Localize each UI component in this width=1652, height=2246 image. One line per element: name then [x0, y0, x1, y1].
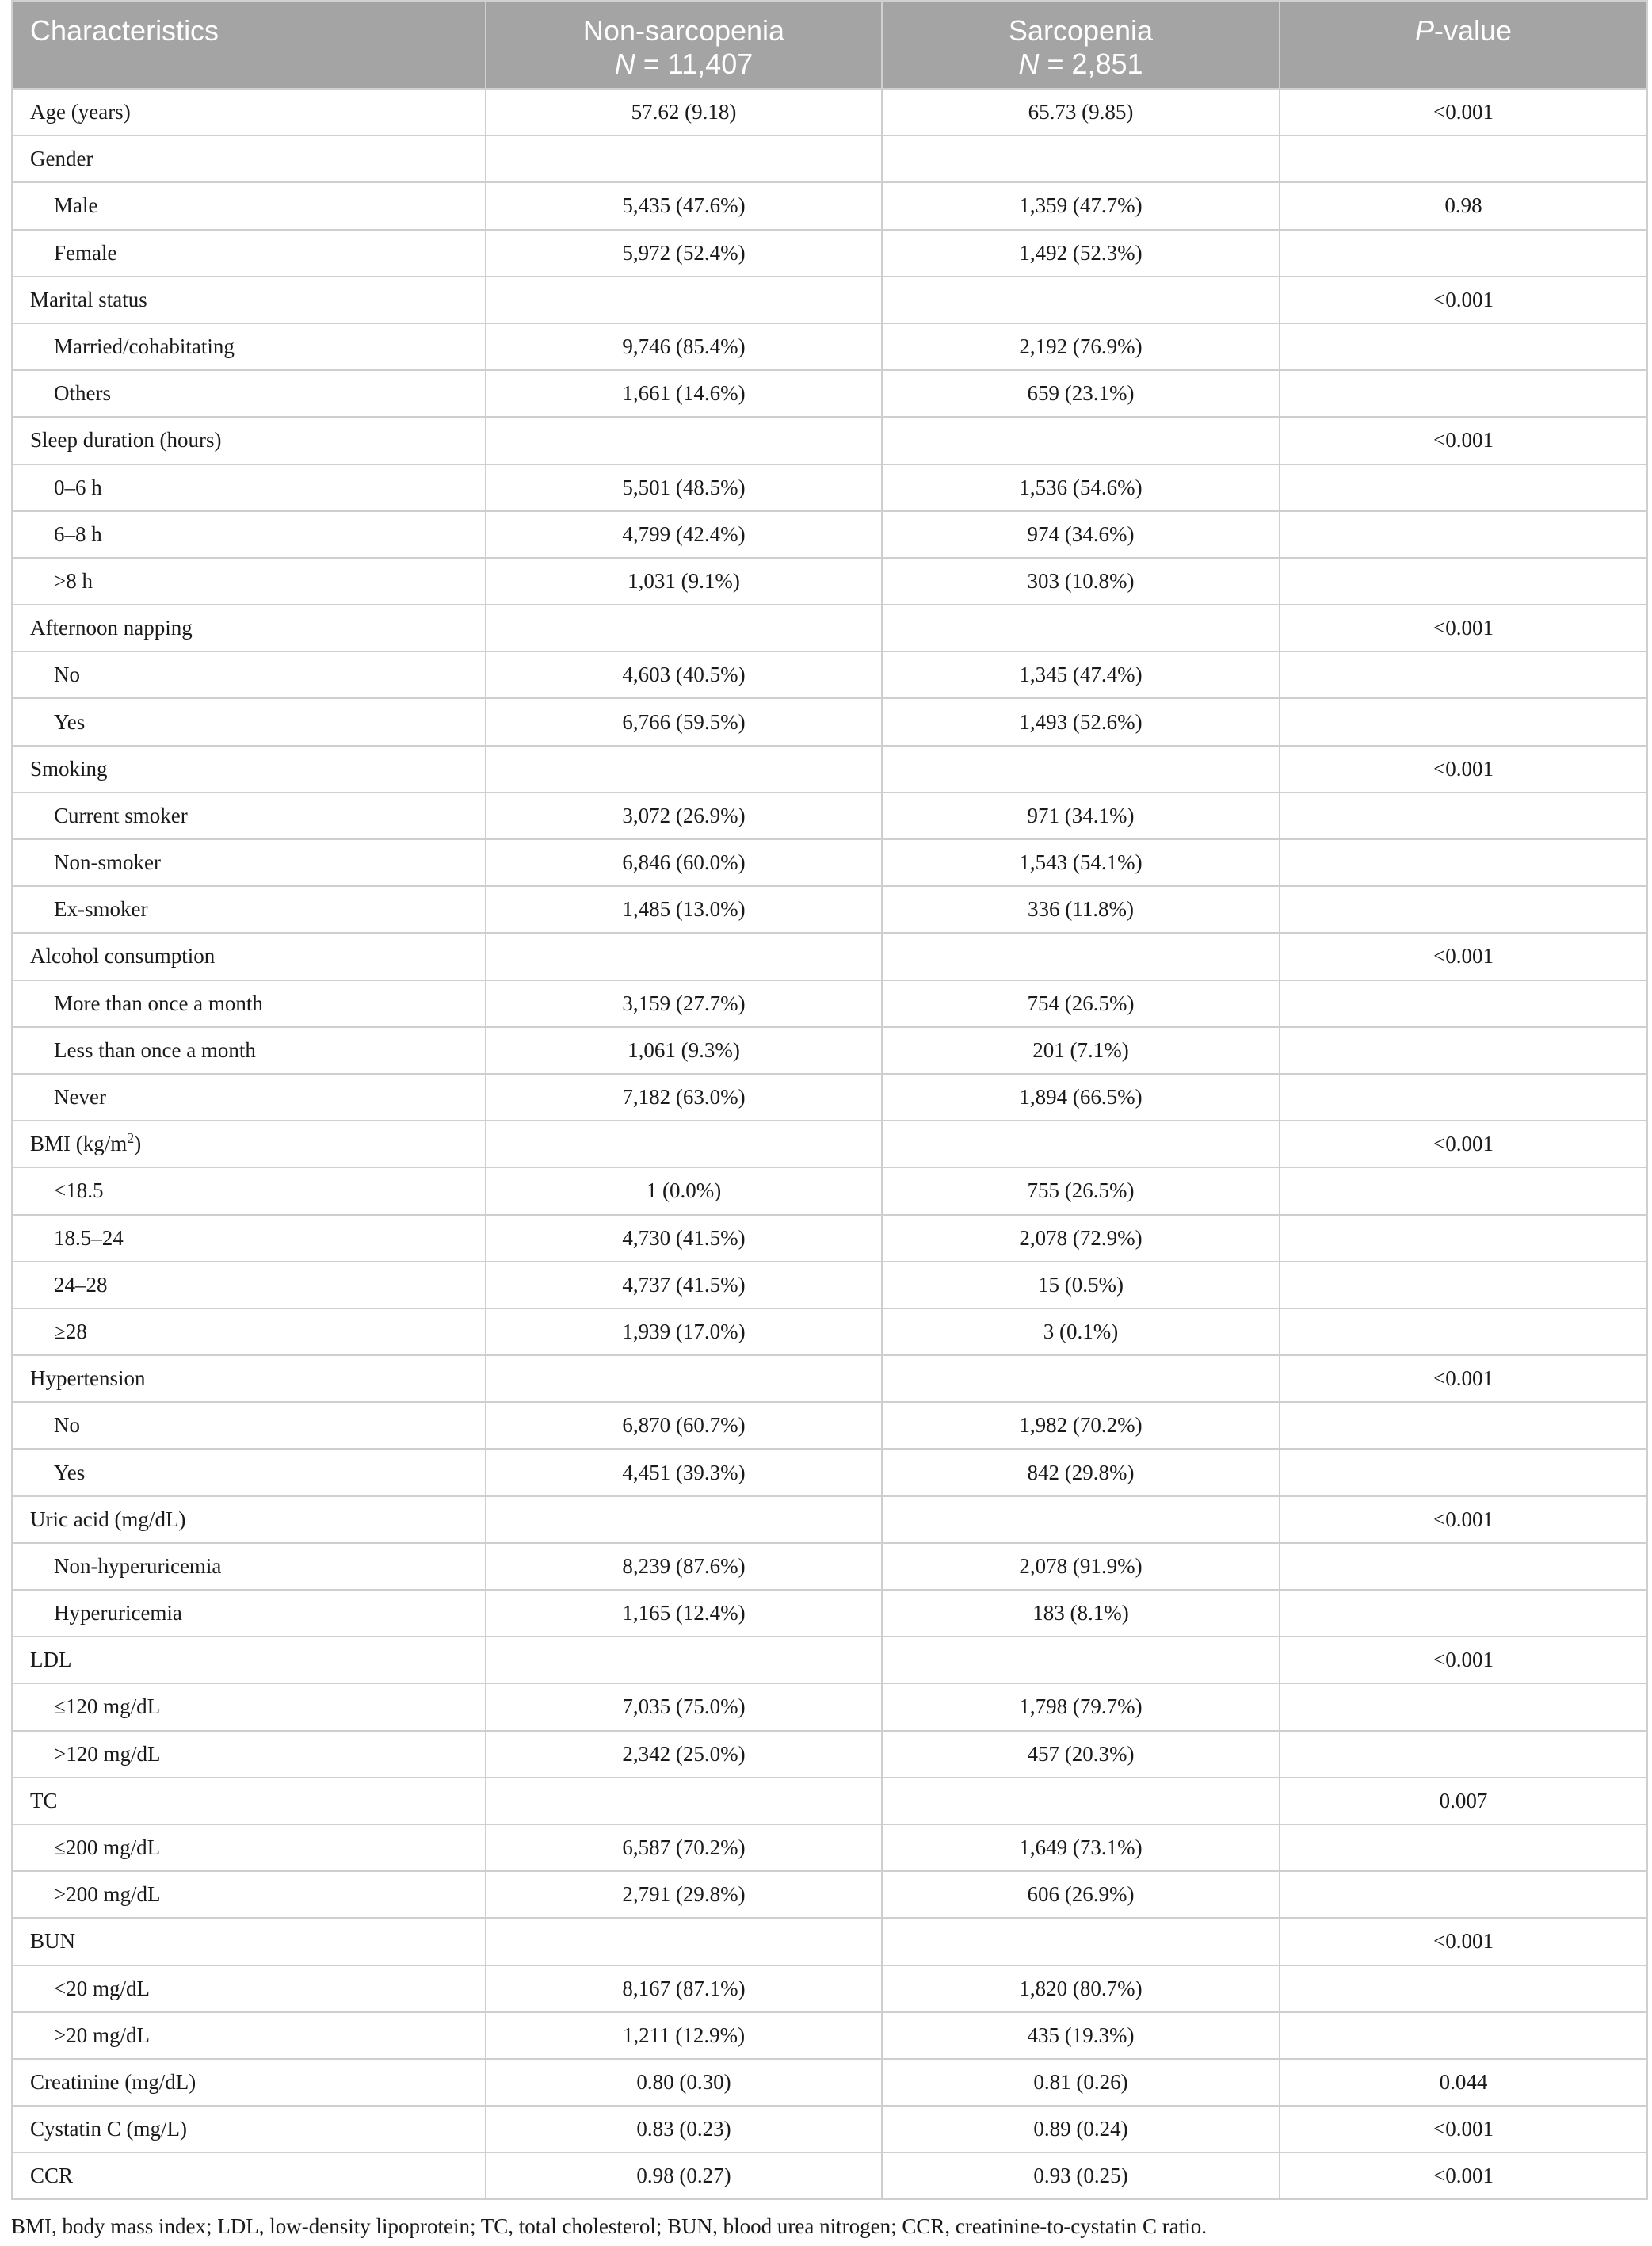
row-label-text: Hypertension — [30, 1366, 146, 1391]
non-sarcopenia-value — [486, 277, 882, 323]
row-label-text: Married/cohabitating — [54, 334, 235, 359]
row-label — [12, 1449, 486, 1495]
row-label — [12, 1027, 486, 1074]
row-label — [12, 1683, 486, 1730]
row-label-text: BMI (kg/m — [30, 1132, 128, 1156]
row-label-text: 0‒6 h — [54, 475, 102, 499]
p-value — [1280, 839, 1647, 886]
p-value — [1280, 698, 1647, 745]
row-label — [12, 1543, 486, 1590]
row-label-text: Age (years) — [30, 100, 131, 124]
row-label — [12, 2059, 486, 2106]
table-row — [12, 1731, 1647, 1778]
non-sarcopenia-value: 6,870 (60.7%) — [486, 1402, 882, 1449]
p-value: <0.001 — [1280, 1355, 1647, 1402]
row-label-text: >120 mg/dL — [54, 1741, 161, 1766]
sarcopenia-value: 1,493 (52.6%) — [882, 698, 1280, 745]
row-label — [12, 277, 486, 323]
non-sarcopenia-value: 5,435 (47.6%) — [486, 182, 882, 229]
row-label-text: Ex-smoker — [54, 897, 148, 922]
p-value: <0.001 — [1280, 417, 1647, 464]
non-sarcopenia-value: 8,239 (87.6%) — [486, 1543, 882, 1590]
non-sarcopenia-value: 1,485 (13.0%) — [486, 886, 882, 933]
sarcopenia-value: 0.81 (0.26) — [882, 2059, 1280, 2106]
row-label-text: Less than once a month — [54, 1037, 256, 1062]
table-row — [12, 839, 1647, 886]
row-label-text: Cystatin C (mg/L) — [30, 2117, 187, 2141]
table-row — [12, 1215, 1647, 1262]
sarcopenia-value: 336 (11.8%) — [882, 886, 1280, 933]
table-row — [12, 1402, 1647, 1449]
table-row — [12, 1590, 1647, 1637]
row-label — [12, 980, 486, 1027]
row-label — [12, 558, 486, 605]
p-value — [1280, 1965, 1647, 2012]
row-label — [12, 1308, 486, 1355]
sarcopenia-value: 457 (20.3%) — [882, 1731, 1280, 1778]
row-label-text: >8 h — [54, 568, 93, 593]
sarcopenia-value — [882, 1355, 1280, 1402]
table-row — [12, 1121, 1647, 1167]
row-label — [12, 323, 486, 370]
non-sarcopenia-value: 1,939 (17.0%) — [486, 1308, 882, 1355]
row-label-text: 6‒8 h — [54, 521, 102, 546]
row-label-text: 24‒28 — [54, 1272, 108, 1297]
non-sarcopenia-value: 0.80 (0.30) — [486, 2059, 882, 2106]
header-non-sarcopenia-n-value: = 11,407 — [635, 48, 754, 80]
row-label — [12, 1778, 486, 1824]
row-label — [12, 230, 486, 277]
table-row — [12, 746, 1647, 793]
non-sarcopenia-value: 0.98 (0.27) — [486, 2152, 882, 2199]
characteristics-table-container — [11, 0, 1646, 2200]
non-sarcopenia-value — [486, 1121, 882, 1167]
non-sarcopenia-value: 4,603 (40.5%) — [486, 651, 882, 698]
table-row — [12, 136, 1647, 182]
row-label-text: >20 mg/dL — [54, 2023, 150, 2047]
table-body — [12, 89, 1647, 2199]
sarcopenia-value: 2,078 (72.9%) — [882, 1215, 1280, 1262]
table-row — [12, 2059, 1647, 2106]
row-label-text: Female — [54, 240, 117, 265]
table-row — [12, 1449, 1647, 1495]
sarcopenia-value: 0.89 (0.24) — [882, 2106, 1280, 2152]
row-label — [12, 933, 486, 980]
non-sarcopenia-value: 6,846 (60.0%) — [486, 839, 882, 886]
non-sarcopenia-value: 8,167 (87.1%) — [486, 1965, 882, 2012]
sarcopenia-value — [882, 417, 1280, 464]
non-sarcopenia-value: 4,451 (39.3%) — [486, 1449, 882, 1495]
sarcopenia-value: 1,798 (79.7%) — [882, 1683, 1280, 1730]
non-sarcopenia-value: 5,972 (52.4%) — [486, 230, 882, 277]
table-row — [12, 886, 1647, 933]
row-label-text: <18.5 — [54, 1178, 104, 1203]
non-sarcopenia-value: 1 (0.0%) — [486, 1167, 882, 1214]
p-value: 0.007 — [1280, 1778, 1647, 1824]
non-sarcopenia-value: 7,182 (63.0%) — [486, 1074, 882, 1121]
non-sarcopenia-value: 2,791 (29.8%) — [486, 1871, 882, 1918]
row-label — [12, 793, 486, 839]
row-label-text: ≤120 mg/dL — [54, 1694, 161, 1719]
row-label-text: >200 mg/dL — [54, 1882, 161, 1907]
sarcopenia-value: 971 (34.1%) — [882, 793, 1280, 839]
row-label — [12, 1355, 486, 1402]
table-footnote: BMI, body mass index; LDL, low-density lipoprotein; TC, total cholesterol; BUN, blood urea nitrogen; CCR, creatinine-to-cystatin C ratio. — [11, 2214, 1208, 2238]
sarcopenia-value: 659 (23.1%) — [882, 370, 1280, 417]
p-value — [1280, 1074, 1647, 1121]
row-label — [12, 698, 486, 745]
row-label-text: Yes — [54, 1460, 86, 1484]
non-sarcopenia-value: 6,587 (70.2%) — [486, 1824, 882, 1871]
p-value — [1280, 980, 1647, 1027]
p-value — [1280, 2012, 1647, 2059]
row-label-text: Non-hyperuricemia — [54, 1553, 222, 1578]
row-label-text: Marital status — [30, 287, 147, 311]
table-row — [12, 2012, 1647, 2059]
non-sarcopenia-value: 0.83 (0.23) — [486, 2106, 882, 2152]
table-row — [12, 511, 1647, 558]
row-label-text: Hyperuricemia — [54, 1601, 182, 1625]
row-label-text: No — [54, 1413, 80, 1438]
table-row — [12, 1965, 1647, 2012]
row-label-text: CCR — [30, 2164, 74, 2188]
sarcopenia-value: 0.93 (0.25) — [882, 2152, 1280, 2199]
row-label — [12, 89, 486, 136]
sarcopenia-value: 201 (7.1%) — [882, 1027, 1280, 1074]
table-row — [12, 1683, 1647, 1730]
row-label — [12, 1262, 486, 1308]
row-label — [12, 1824, 486, 1871]
row-label — [12, 886, 486, 933]
table-row — [12, 1027, 1647, 1074]
sarcopenia-value: 65.73 (9.85) — [882, 89, 1280, 136]
p-value: <0.001 — [1280, 1918, 1647, 1965]
header-sarcopenia — [882, 1, 1280, 89]
sarcopenia-value: 1,359 (47.7%) — [882, 182, 1280, 229]
header-p-value — [1280, 1, 1647, 89]
p-value: <0.001 — [1280, 2152, 1647, 2199]
non-sarcopenia-value: 3,159 (27.7%) — [486, 980, 882, 1027]
p-value — [1280, 1871, 1647, 1918]
header-sarcopenia-n-value: = 2,851 — [1039, 48, 1143, 80]
row-label — [12, 1215, 486, 1262]
row-label — [12, 1590, 486, 1637]
non-sarcopenia-value — [486, 746, 882, 793]
table-row — [12, 1262, 1647, 1308]
table-row — [12, 89, 1647, 136]
header-sarcopenia-label: Sarcopenia — [1008, 14, 1154, 47]
sarcopenia-value — [882, 1918, 1280, 1965]
p-value — [1280, 464, 1647, 511]
header-non-sarcopenia-label: Non-sarcopenia — [582, 14, 785, 47]
sarcopenia-value — [882, 136, 1280, 182]
p-value — [1280, 323, 1647, 370]
non-sarcopenia-value: 9,746 (85.4%) — [486, 323, 882, 370]
row-label — [12, 1965, 486, 2012]
non-sarcopenia-value: 7,035 (75.0%) — [486, 1683, 882, 1730]
row-label-text: No — [54, 663, 80, 687]
row-label — [12, 1871, 486, 1918]
sarcopenia-value: 15 (0.5%) — [882, 1262, 1280, 1308]
non-sarcopenia-value: 3,072 (26.9%) — [486, 793, 882, 839]
table-row — [12, 1543, 1647, 1590]
p-value — [1280, 1308, 1647, 1355]
table-row — [12, 605, 1647, 651]
row-label — [12, 1637, 486, 1683]
table-header-row — [12, 1, 1647, 89]
table-row — [12, 651, 1647, 698]
header-p-rest: -value — [1433, 14, 1513, 47]
non-sarcopenia-value — [486, 933, 882, 980]
table-row — [12, 1918, 1647, 1965]
non-sarcopenia-value: 4,730 (41.5%) — [486, 1215, 882, 1262]
row-label — [12, 1121, 486, 1167]
table-row — [12, 1637, 1647, 1683]
p-value — [1280, 1262, 1647, 1308]
non-sarcopenia-value: 1,165 (12.4%) — [486, 1590, 882, 1637]
table-row — [12, 1871, 1647, 1918]
row-label — [12, 182, 486, 229]
row-label-text: Never — [54, 1085, 106, 1110]
p-value: <0.001 — [1280, 1121, 1647, 1167]
row-label-text: BUN — [30, 1929, 76, 1954]
table-row — [12, 793, 1647, 839]
row-label — [12, 1496, 486, 1543]
row-label — [12, 1402, 486, 1449]
p-value — [1280, 558, 1647, 605]
non-sarcopenia-value — [486, 1778, 882, 1824]
row-label-text: 18.5‒24 — [54, 1225, 124, 1250]
row-label-text: Non-smoker — [54, 850, 161, 875]
header-characteristics: Characteristics — [12, 1, 486, 89]
sarcopenia-value: 1,543 (54.1%) — [882, 839, 1280, 886]
p-value — [1280, 1824, 1647, 1871]
p-value — [1280, 1167, 1647, 1214]
sarcopenia-value: 1,820 (80.7%) — [882, 1965, 1280, 2012]
row-label — [12, 511, 486, 558]
table-row — [12, 558, 1647, 605]
sarcopenia-value: 2,078 (91.9%) — [882, 1543, 1280, 1590]
row-label-text: Gender — [30, 147, 93, 171]
p-value — [1280, 1590, 1647, 1637]
row-label-text: TC — [30, 1788, 58, 1812]
p-value — [1280, 1683, 1647, 1730]
p-value: <0.001 — [1280, 277, 1647, 323]
row-label — [12, 605, 486, 651]
p-value — [1280, 230, 1647, 277]
p-value — [1280, 511, 1647, 558]
table-row — [12, 980, 1647, 1027]
p-value — [1280, 1402, 1647, 1449]
non-sarcopenia-value — [486, 1496, 882, 1543]
sarcopenia-value: 974 (34.6%) — [882, 511, 1280, 558]
table-row — [12, 417, 1647, 464]
sarcopenia-value — [882, 1121, 1280, 1167]
row-label-text: Alcohol consumption — [30, 944, 216, 968]
row-label — [12, 1731, 486, 1778]
non-sarcopenia-value: 2,342 (25.0%) — [486, 1731, 882, 1778]
p-value: 0.98 — [1280, 182, 1647, 229]
row-label-text: Smoking — [30, 756, 108, 781]
sarcopenia-value: 1,492 (52.3%) — [882, 230, 1280, 277]
row-label — [12, 136, 486, 182]
row-label — [12, 839, 486, 886]
p-value — [1280, 1449, 1647, 1495]
p-value — [1280, 1215, 1647, 1262]
sarcopenia-value — [882, 1496, 1280, 1543]
row-label-text: ≤200 mg/dL — [54, 1835, 161, 1860]
non-sarcopenia-value — [486, 1355, 882, 1402]
p-value: <0.001 — [1280, 605, 1647, 651]
p-value — [1280, 370, 1647, 417]
header-non-sarcopenia-n-label: N — [614, 48, 635, 80]
header-sarcopenia-n-label: N — [1018, 48, 1040, 80]
table-row — [12, 933, 1647, 980]
non-sarcopenia-value — [486, 1918, 882, 1965]
p-value — [1280, 793, 1647, 839]
row-label-text: Male — [54, 193, 98, 218]
p-value — [1280, 136, 1647, 182]
non-sarcopenia-value: 4,799 (42.4%) — [486, 511, 882, 558]
sarcopenia-value — [882, 277, 1280, 323]
table-row — [12, 323, 1647, 370]
sarcopenia-value: 1,894 (66.5%) — [882, 1074, 1280, 1121]
row-label — [12, 1167, 486, 1214]
row-label — [12, 1074, 486, 1121]
table-row — [12, 698, 1647, 745]
row-label — [12, 370, 486, 417]
sarcopenia-value — [882, 933, 1280, 980]
p-value: <0.001 — [1280, 2106, 1647, 2152]
p-value: <0.001 — [1280, 1496, 1647, 1543]
table-row — [12, 2152, 1647, 2199]
non-sarcopenia-value — [486, 136, 882, 182]
row-label-text: Current smoker — [54, 803, 188, 827]
row-label-text: Others — [54, 381, 111, 406]
table-row — [12, 1496, 1647, 1543]
table-row — [12, 2106, 1647, 2152]
sarcopenia-value: 303 (10.8%) — [882, 558, 1280, 605]
row-label — [12, 1918, 486, 1965]
non-sarcopenia-value: 1,061 (9.3%) — [486, 1027, 882, 1074]
non-sarcopenia-value — [486, 1637, 882, 1683]
row-label — [12, 2152, 486, 2199]
table-row — [12, 370, 1647, 417]
table-row — [12, 182, 1647, 229]
table-row — [12, 464, 1647, 511]
table-row — [12, 1824, 1647, 1871]
sarcopenia-value: 3 (0.1%) — [882, 1308, 1280, 1355]
sarcopenia-value — [882, 1778, 1280, 1824]
p-value — [1280, 651, 1647, 698]
sarcopenia-value: 754 (26.5%) — [882, 980, 1280, 1027]
sarcopenia-value: 2,192 (76.9%) — [882, 323, 1280, 370]
sarcopenia-value: 1,536 (54.6%) — [882, 464, 1280, 511]
non-sarcopenia-value: 4,737 (41.5%) — [486, 1262, 882, 1308]
table-row — [12, 1308, 1647, 1355]
sarcopenia-value: 755 (26.5%) — [882, 1167, 1280, 1214]
non-sarcopenia-value — [486, 417, 882, 464]
row-label-text: LDL — [30, 1648, 72, 1672]
sarcopenia-value: 1,649 (73.1%) — [882, 1824, 1280, 1871]
table-row — [12, 1355, 1647, 1402]
row-label-text: More than once a month — [54, 991, 263, 1015]
table-row — [12, 1167, 1647, 1214]
non-sarcopenia-value: 57.62 (9.18) — [486, 89, 882, 136]
row-label — [12, 464, 486, 511]
row-label-text: Yes — [54, 709, 86, 734]
sarcopenia-value: 1,982 (70.2%) — [882, 1402, 1280, 1449]
p-value: <0.001 — [1280, 1637, 1647, 1683]
row-label-text: Sleep duration (hours) — [30, 428, 222, 453]
table-row — [12, 230, 1647, 277]
non-sarcopenia-value: 1,031 (9.1%) — [486, 558, 882, 605]
p-value: 0.044 — [1280, 2059, 1647, 2106]
row-label — [12, 651, 486, 698]
p-value: <0.001 — [1280, 746, 1647, 793]
row-label-text: Creatinine (mg/dL) — [30, 2069, 196, 2094]
row-label — [12, 2012, 486, 2059]
row-label — [12, 417, 486, 464]
table-row — [12, 277, 1647, 323]
row-label-text: <20 mg/dL — [54, 1976, 150, 2000]
non-sarcopenia-value: 6,766 (59.5%) — [486, 698, 882, 745]
p-value: <0.001 — [1280, 89, 1647, 136]
sarcopenia-value: 183 (8.1%) — [882, 1590, 1280, 1637]
p-value — [1280, 886, 1647, 933]
sarcopenia-value — [882, 746, 1280, 793]
row-label-suffix: ) — [134, 1132, 142, 1156]
non-sarcopenia-value: 1,211 (12.9%) — [486, 2012, 882, 2059]
sarcopenia-value — [882, 605, 1280, 651]
table-row — [12, 1778, 1647, 1824]
sarcopenia-value: 435 (19.3%) — [882, 2012, 1280, 2059]
non-sarcopenia-value: 5,501 (48.5%) — [486, 464, 882, 511]
sarcopenia-value: 1,345 (47.4%) — [882, 651, 1280, 698]
header-p-italic: P — [1414, 14, 1434, 47]
p-value — [1280, 1543, 1647, 1590]
header-non-sarcopenia — [486, 1, 882, 89]
row-label — [12, 746, 486, 793]
non-sarcopenia-value — [486, 605, 882, 651]
sarcopenia-value: 606 (26.9%) — [882, 1871, 1280, 1918]
row-label — [12, 2106, 486, 2152]
sarcopenia-value: 842 (29.8%) — [882, 1449, 1280, 1495]
non-sarcopenia-value: 1,661 (14.6%) — [486, 370, 882, 417]
row-label-text: Uric acid (mg/dL) — [30, 1507, 186, 1531]
row-label-text: ≥28 — [54, 1319, 87, 1343]
row-label-text: Afternoon napping — [30, 616, 193, 640]
sarcopenia-value — [882, 1637, 1280, 1683]
table-row — [12, 1074, 1647, 1121]
characteristics-table — [11, 0, 1648, 2200]
p-value — [1280, 1731, 1647, 1778]
p-value: <0.001 — [1280, 933, 1647, 980]
row-label-superscript: 2 — [127, 1130, 135, 1147]
p-value — [1280, 1027, 1647, 1074]
